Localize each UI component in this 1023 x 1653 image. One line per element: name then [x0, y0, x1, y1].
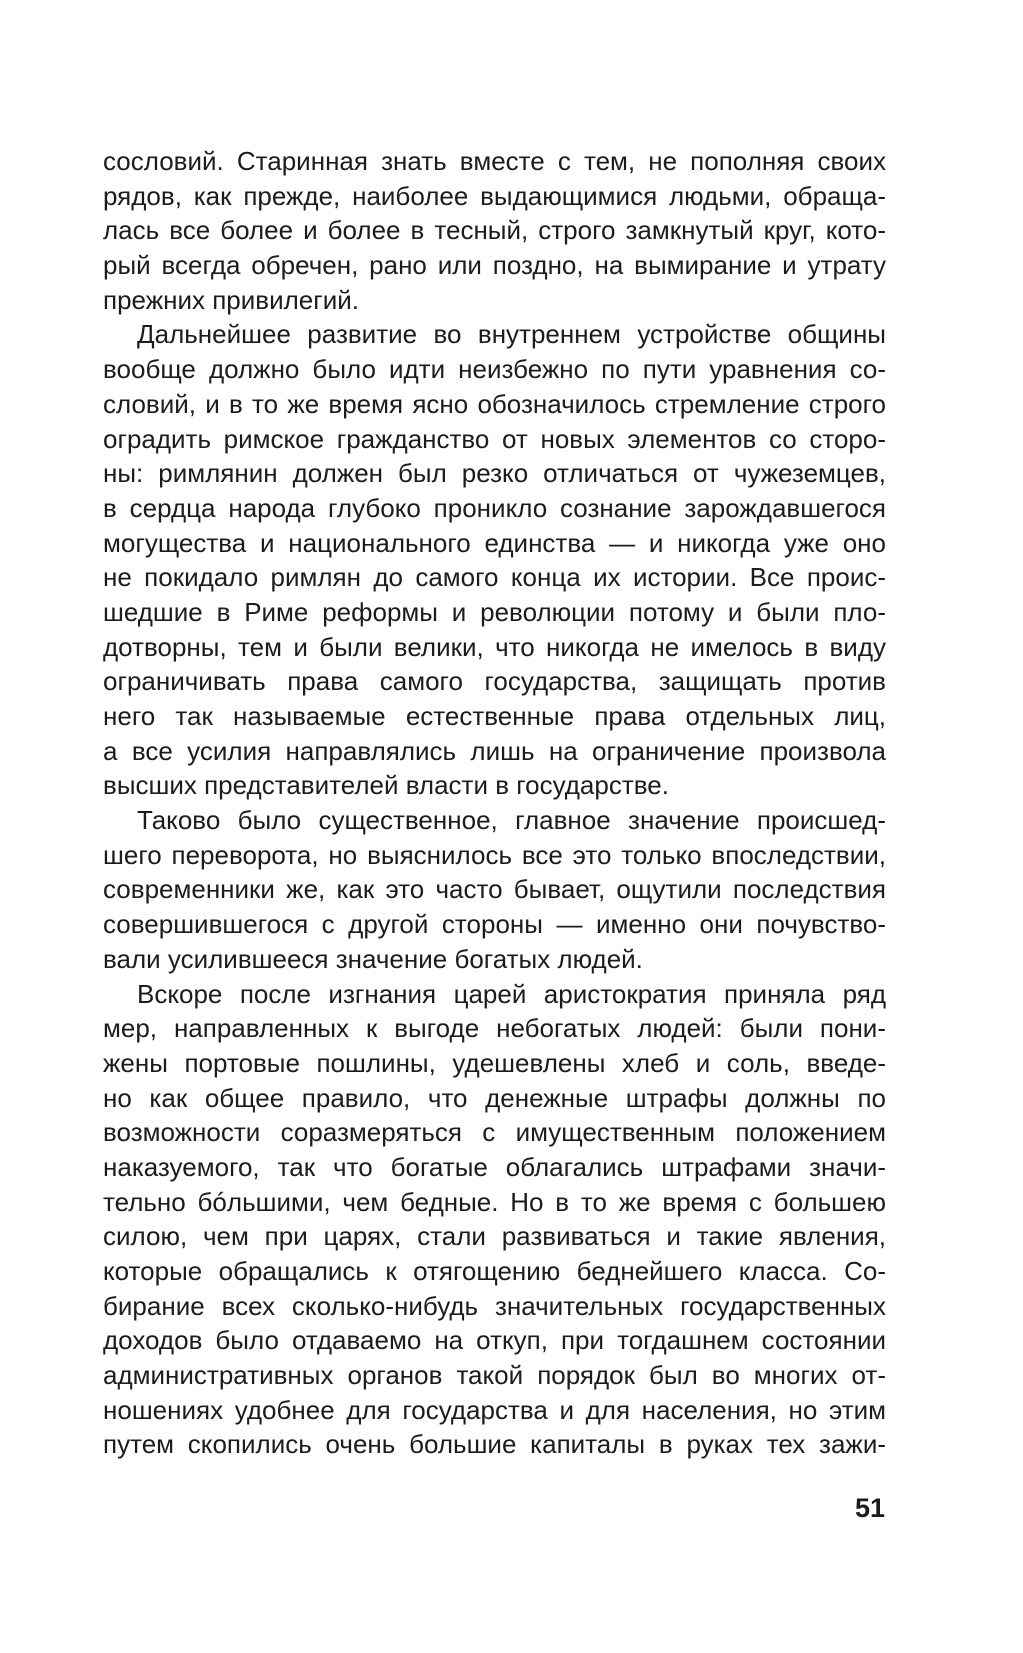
- text-line: Вскоре после изгнания царей аристократия приняла ряд: [137, 978, 886, 1009]
- text-line: доходов было отдаваемо на откуп, при тогдашнем состоянии: [103, 1325, 886, 1356]
- text-line: путем скопились очень большие капиталы в руках тех зажи-: [103, 1429, 886, 1460]
- text-line: высших представителей власти в государстве.: [103, 770, 669, 801]
- page-number: 51: [854, 1493, 885, 1523]
- text-line: не покидало римлян до самого конца их истории. Все проис-: [103, 562, 886, 593]
- text-line: шедшие в Риме реформы и революции потому и были пло-: [103, 596, 886, 627]
- text-line: которые обращались к отягощению беднейшего класса. Со-: [103, 1256, 886, 1286]
- text-line: прежних привилегий.: [103, 284, 359, 315]
- text-line: Дальнейшее развитие во внутреннем устройстве общины: [137, 319, 886, 350]
- text-line: возможности соразмеряться с имущественным положением: [103, 1117, 886, 1148]
- text-line: жены портовые пошлины, удешевлены хлеб и соль, введе-: [103, 1047, 886, 1078]
- text-line: оградить римское гражданство от новых элементов со сторо-: [103, 423, 886, 454]
- text-line: административных органов такой порядок был во многих от-: [103, 1360, 886, 1391]
- text-line: словий, и в то же время ясно обозначилось стремление строго: [103, 388, 886, 419]
- text-line: силою, чем при царях, стали развиваться и такие явления,: [103, 1221, 886, 1252]
- text-line: наказуемого, так что богатые облагались штрафами значи-: [103, 1151, 886, 1182]
- text-line: могущества и национального единства — и никогда уже оно: [103, 527, 886, 558]
- text-line: но как общее правило, что денежные штрафы должны по: [103, 1082, 886, 1113]
- text-line: современники же, как это часто бывает, ощутили последствия: [103, 874, 886, 905]
- text-line: Таково было существенное, главное значение происшед-: [137, 805, 886, 836]
- text-line: в сердца народа глубоко проникло сознание зарождавшегося: [103, 492, 886, 523]
- text-line: шего переворота, но выяснилось все это только впоследствии,: [103, 839, 886, 870]
- text-line: мер, направленных к выгоде небогатых людей: были пони-: [103, 1013, 886, 1044]
- text-line: рядов, как прежде, наиболее выдающимися людьми, обраща-: [103, 180, 886, 211]
- text-line: ны: римлянин должен был резко отличаться от чужеземцев,: [103, 458, 886, 489]
- text-line: вали усилившееся значение богатых людей.: [103, 943, 643, 974]
- text-line: ограничивать права самого государства, защищать против: [103, 666, 886, 697]
- text-line: совершившегося с другой стороны — именно они почувство-: [103, 909, 886, 940]
- text-line: рый всегда обречен, рано или поздно, на вымирание и утрату: [103, 250, 886, 281]
- text-line: тельно бóльшими, чем бедные. Но в то же время с большею: [103, 1186, 886, 1217]
- body-text: [103, 144, 886, 1462]
- text-line: вообще должно было идти неизбежно по пути уравнения со-: [103, 354, 886, 385]
- text-line: дотворны, тем и были велики, что никогда не имелось в виду: [103, 631, 886, 662]
- text-line: а все усилия направлялись лишь на ограничение произвола: [103, 735, 886, 766]
- text-line: ношениях удобнее для государства и для населения, но этим: [103, 1394, 886, 1425]
- text-line: бирание всех сколько-нибудь значительных государственных: [103, 1290, 886, 1321]
- text-line: лась все более и более в тесный, строго замкнутый круг, кото-: [103, 215, 886, 246]
- text-line: сословий. Старинная знать вместе с тем, не пополняя своих: [103, 146, 886, 176]
- text-line: него так называемые естественные права отдельных лиц,: [103, 701, 886, 731]
